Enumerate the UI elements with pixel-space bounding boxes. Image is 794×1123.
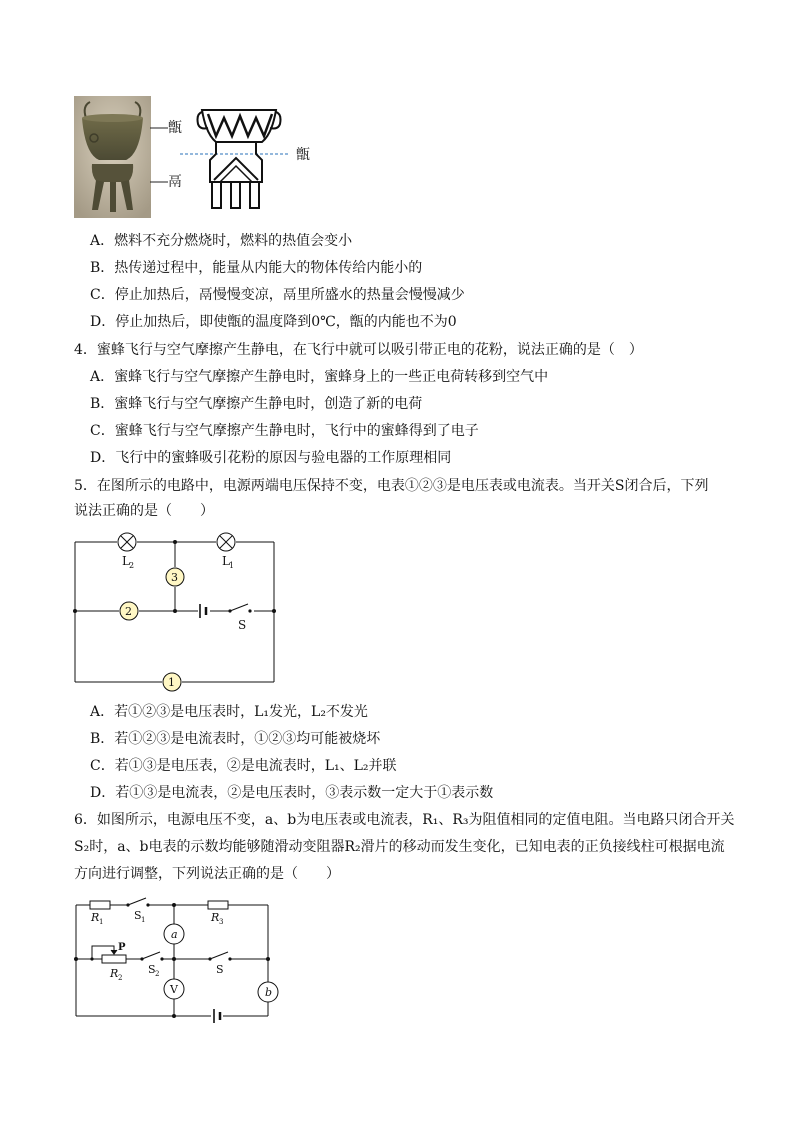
q5-option-d: D．若①③是电流表，②是电压表时，③表示数一定大于①表示数	[90, 785, 494, 801]
q5-stem-line2: 说法正确的是（ ）	[74, 503, 214, 519]
q5-label-l2: L	[122, 554, 130, 568]
q5-label-l1: L	[222, 554, 230, 568]
q6-label-p: P	[118, 942, 126, 953]
q6-label-r1-sub: 1	[99, 918, 104, 926]
q3-option-a: A．燃料不充分燃烧时，燃料的热值会变小	[90, 233, 353, 249]
q4-option-b: B．蜜蜂飞行与空气摩擦产生静电时，创造了新的电荷	[90, 396, 423, 412]
bronze-vessel-photo	[74, 96, 151, 218]
q5-option-b: B．若①②③是电流表时，①②③均可能被烧坏	[90, 731, 381, 747]
q4-stem: 4．蜜蜂飞行与空气摩擦产生静电，在飞行中就可以吸引带正电的花粉，说法正确的是（ ）	[74, 342, 643, 358]
q6-label-r3: R	[211, 911, 220, 924]
q6-label-s1-sub: 1	[141, 916, 146, 924]
q6-label-r1: R	[91, 911, 100, 924]
label-zeng-diagram: 甑	[296, 147, 310, 163]
q6-label-r2: R	[110, 967, 119, 980]
q6-stem-line1: 6．如图所示，电源电压不变，a、b为电压表或电流表，R₁、R₃为阻值相同的定值电阻。当电路只闭合开关	[74, 812, 735, 828]
q5-stem-line1: 5．在图所示的电路中，电源两端电压保持不变，电表①②③是电压表或电流表。当开关S闭合后，下列	[74, 478, 709, 494]
label-li: 鬲	[168, 174, 182, 190]
q5-option-a: A．若①②③是电压表时，L₁发光，L₂不发光	[90, 704, 368, 720]
q6-label-r3-sub: 3	[219, 918, 224, 926]
q6-label-s: S	[216, 963, 224, 976]
q6-label-s1: S	[134, 909, 142, 922]
q3-option-c: C．停止加热后，鬲慢慢变凉，鬲里所盛水的热量会慢慢减少	[90, 287, 465, 303]
q5-label-s: S	[238, 618, 247, 632]
q5-circuit-diagram	[70, 528, 285, 696]
q3-option-b: B．热传递过程中，能量从内能大的物体传给内能小的	[90, 260, 423, 276]
q6-meter-a: a	[171, 928, 178, 941]
label-zeng: 甑	[168, 120, 182, 136]
q5-label-l2-sub: 2	[129, 561, 135, 570]
q4-option-d: D．飞行中的蜜蜂吸引花粉的原因与验电器的工作原理相同	[90, 450, 452, 466]
q6-circuit-diagram	[70, 893, 280, 1025]
q3-option-d: D．停止加热后，即使甑的温度降到0℃，甑的内能也不为0	[90, 314, 457, 330]
q6-stem-line3: 方向进行调整，下列说法正确的是（ ）	[74, 866, 340, 882]
q5-label-l1-sub: 1	[229, 561, 235, 570]
q5-meter-1: 1	[168, 676, 175, 689]
q6-label-s2-sub: 2	[155, 970, 160, 978]
vessel-diagram	[180, 100, 310, 212]
q6-stem-line2: S₂时，a、b电表的示数均能够随滑动变阻器R₂滑片的移动而发生变化，已知电表的正负接线柱可根据电流	[74, 839, 725, 855]
q5-option-c: C．若①③是电压表，②是电流表时，L₁、L₂并联	[90, 758, 397, 774]
q6-label-s2: S	[148, 963, 156, 976]
q4-option-a: A．蜜蜂飞行与空气摩擦产生静电时，蜜蜂身上的一些正电荷转移到空气中	[90, 369, 549, 385]
q4-option-c: C．蜜蜂飞行与空气摩擦产生静电时，飞行中的蜜蜂得到了电子	[90, 423, 479, 439]
q6-meter-v: V	[170, 983, 178, 996]
q6-label-r2-sub: 2	[118, 974, 123, 982]
q6-meter-b: b	[265, 986, 273, 999]
q5-meter-2: 2	[125, 605, 132, 618]
q5-meter-3: 3	[171, 571, 178, 584]
